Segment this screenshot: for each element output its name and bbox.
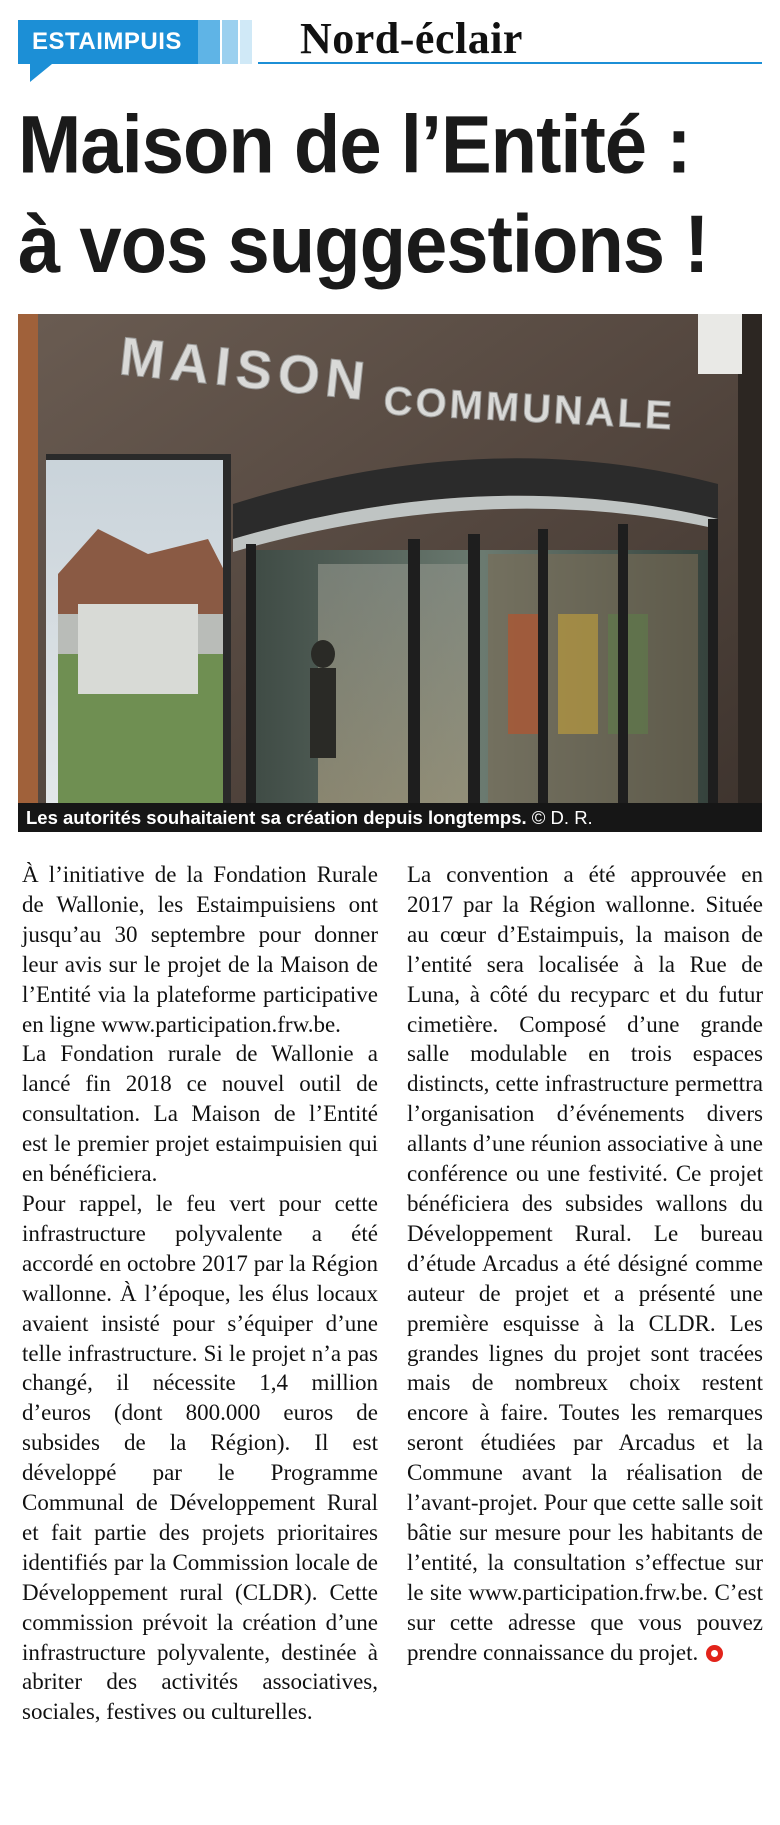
article-column-1 [22, 860, 378, 1727]
paragraph: La convention a été approuvée en 2017 par la Région wallonne. Située au cœur d’Estaimpuis, la maison de l’entité sera localisée à la Rue de Luna, à côté du recyparc et du futur cimetière. Composé d’une grande salle modulable en trois espaces distincts, cette infrastructure permettra l’organisation d’événements divers allants d’une réunion associative à une conférence ou une festivité. Ce projet bénéficiera des subsides wallons du Développement Rural. Le bureau d’étude Arcadus a été désigné comme auteur de projet et a présenté une première esquisse à la CLDR. Les grandes lignes du projet sont tracées mais de nombreux choix restent encore à faire. Toutes les remarques seront étudiées par Arcadus et la Commune avant la réalisation de l’avant-projet. Pour que cette salle soit bâtie sur mesure pour les habitants de l’entité, la consultation s’effectue sur le site www.participation.frw.be. C’est sur cette adresse que vous pouvez prendre connaissance du projet. [407, 862, 763, 1665]
headline [18, 96, 768, 295]
paragraph: Pour rappel, le feu vert pour cette infrastructure polyvalente a été accordé en octobre 2017 par la Région wallonne. À l’époque, les élus locaux avaient insisté pour s’équiper d’une telle infrastructure. Si le projet n’a pas changé, il nécessite 1,4 million d’euros (dont 800.000 euros de subsides de la Région). Il est développé par le Programme Communal de Développement Rural et fait partie des projets prioritaires identifiés par la Commission locale de Développement rural (CLDR). Cette commission prévoit la création d’une infrastructure polyvalente, destinée à abriter des activités associatives, sociales, festives ou culturelles. [22, 1190, 378, 1725]
section-tag-decoration [198, 20, 258, 64]
paragraph: La Fondation rurale de Wallonie a lancé fin 2018 ce nouvel outil de consultation. La Maison de l’Entité est le premier projet estaimpuisien qui en bénéficiera. [22, 1041, 378, 1187]
section-tag: ESTAIMPUIS [18, 20, 198, 64]
end-of-article-icon [706, 1645, 723, 1662]
caption-text: Les autorités souhaitaient sa création depuis longtemps. [26, 807, 527, 828]
article-header [0, 0, 780, 90]
article-photo [18, 314, 762, 832]
photo-caption [18, 803, 762, 832]
headline-line-2: à vos suggestions ! [18, 198, 709, 291]
headline-line-1: Maison de l’Entité : [18, 99, 691, 192]
section-tag-tail [30, 64, 52, 82]
sign-text: MAISON [116, 326, 374, 413]
building-entrance-image [18, 314, 762, 832]
article-column-2 [407, 860, 763, 1667]
svg-text:COMMUNALE: COMMUNALE [382, 379, 676, 439]
photo-credit: © D. R. [531, 807, 593, 828]
newspaper-name: Nord-éclair [300, 14, 523, 63]
paragraph: À l’initiative de la Fondation Rurale de Wallonie, les Estaimpuisiens ont jusqu’au 30 septembre pour donner leur avis sur le projet de la Maison de l’Entité via la plateforme participative en ligne www.participation.frw.be. [22, 862, 378, 1037]
paragraph-with-end-mark [407, 860, 763, 1667]
article-body [22, 860, 764, 1810]
